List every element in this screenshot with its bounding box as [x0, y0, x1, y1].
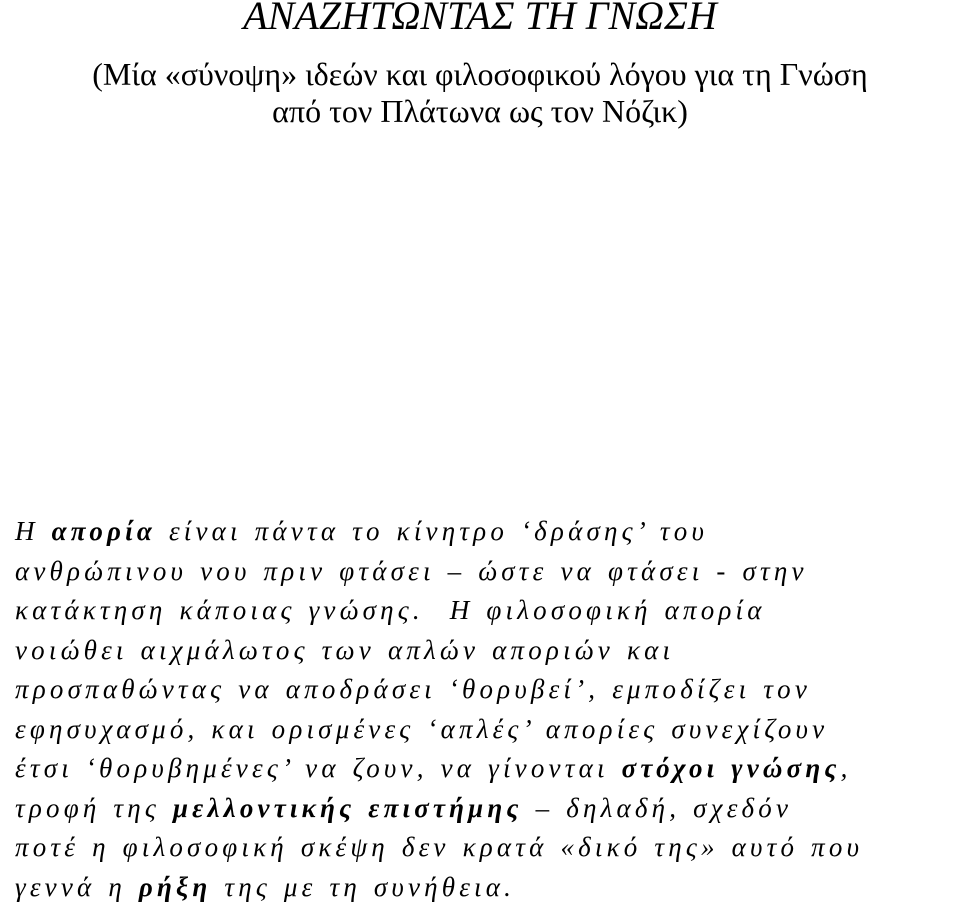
emphasis-future-science: μελλοντικής επιστήμης: [173, 793, 523, 823]
text-run: είναι πάντα το κίνητρο ‘δράσης’ του: [156, 516, 708, 546]
text-run: προσπαθώντας να αποδράσει ‘θορυβεί’, εμποδίζει τον: [15, 674, 811, 704]
paragraph-line: [15, 868, 955, 907]
paragraph-line: [15, 789, 955, 829]
text-run: κατάκτηση κάποιας γνώσης. Η φιλοσοφική απορία: [15, 595, 766, 625]
paragraph-line: [15, 670, 955, 710]
text-run: εφησυχασμό, και ορισμένες ‘απλές’ απορίες συνεχίζουν: [15, 714, 828, 744]
paragraph-line: [15, 828, 955, 868]
text-run: έτσι ‘θορυβημένες’ να ζουν, να γίνονται: [15, 753, 622, 783]
text-run: τροφή της: [15, 793, 173, 823]
emphasis-knowledge-targets: στόχοι γνώσης: [622, 753, 841, 783]
paragraph-line: [15, 512, 955, 552]
document-title: ΑΝΑΖΗΤΩΝΤΑΣ ΤΗ ΓΝΩΣΗ: [0, 0, 960, 38]
text-run: της με τη συνήθεια.: [211, 872, 515, 902]
paragraph-line: [15, 710, 955, 750]
paragraph-line: [15, 749, 955, 789]
subtitle-line-2: από τον Πλάτωνα ως τον Νόζικ): [0, 92, 960, 130]
emphasis-aporia: απορία: [52, 516, 156, 546]
text-run: ποτέ η φιλοσοφική σκέψη δεν κρατά «δικό της» αυτό που: [15, 832, 863, 862]
text-run: Η: [15, 516, 52, 546]
text-run: ,: [841, 753, 852, 783]
body-paragraph: [15, 512, 955, 907]
paragraph-line: [15, 631, 955, 671]
text-run: ανθρώπινου νου πριν φτάσει – ώστε να φτάσει - στην: [15, 556, 808, 586]
paragraph-line: [15, 591, 955, 631]
emphasis-rupture: ρήξη: [139, 872, 211, 902]
text-run: γεννά η: [15, 872, 139, 902]
paragraph-line: [15, 552, 955, 592]
text-run: νοιώθει αιχμάλωτος των απλών αποριών και: [15, 635, 674, 665]
subtitle-line-1: (Μία «σύνοψη» ιδεών και φιλοσοφικού λόγου για τη Γνώση: [0, 55, 960, 93]
text-run: – δηλαδή, σχεδόν: [523, 793, 793, 823]
